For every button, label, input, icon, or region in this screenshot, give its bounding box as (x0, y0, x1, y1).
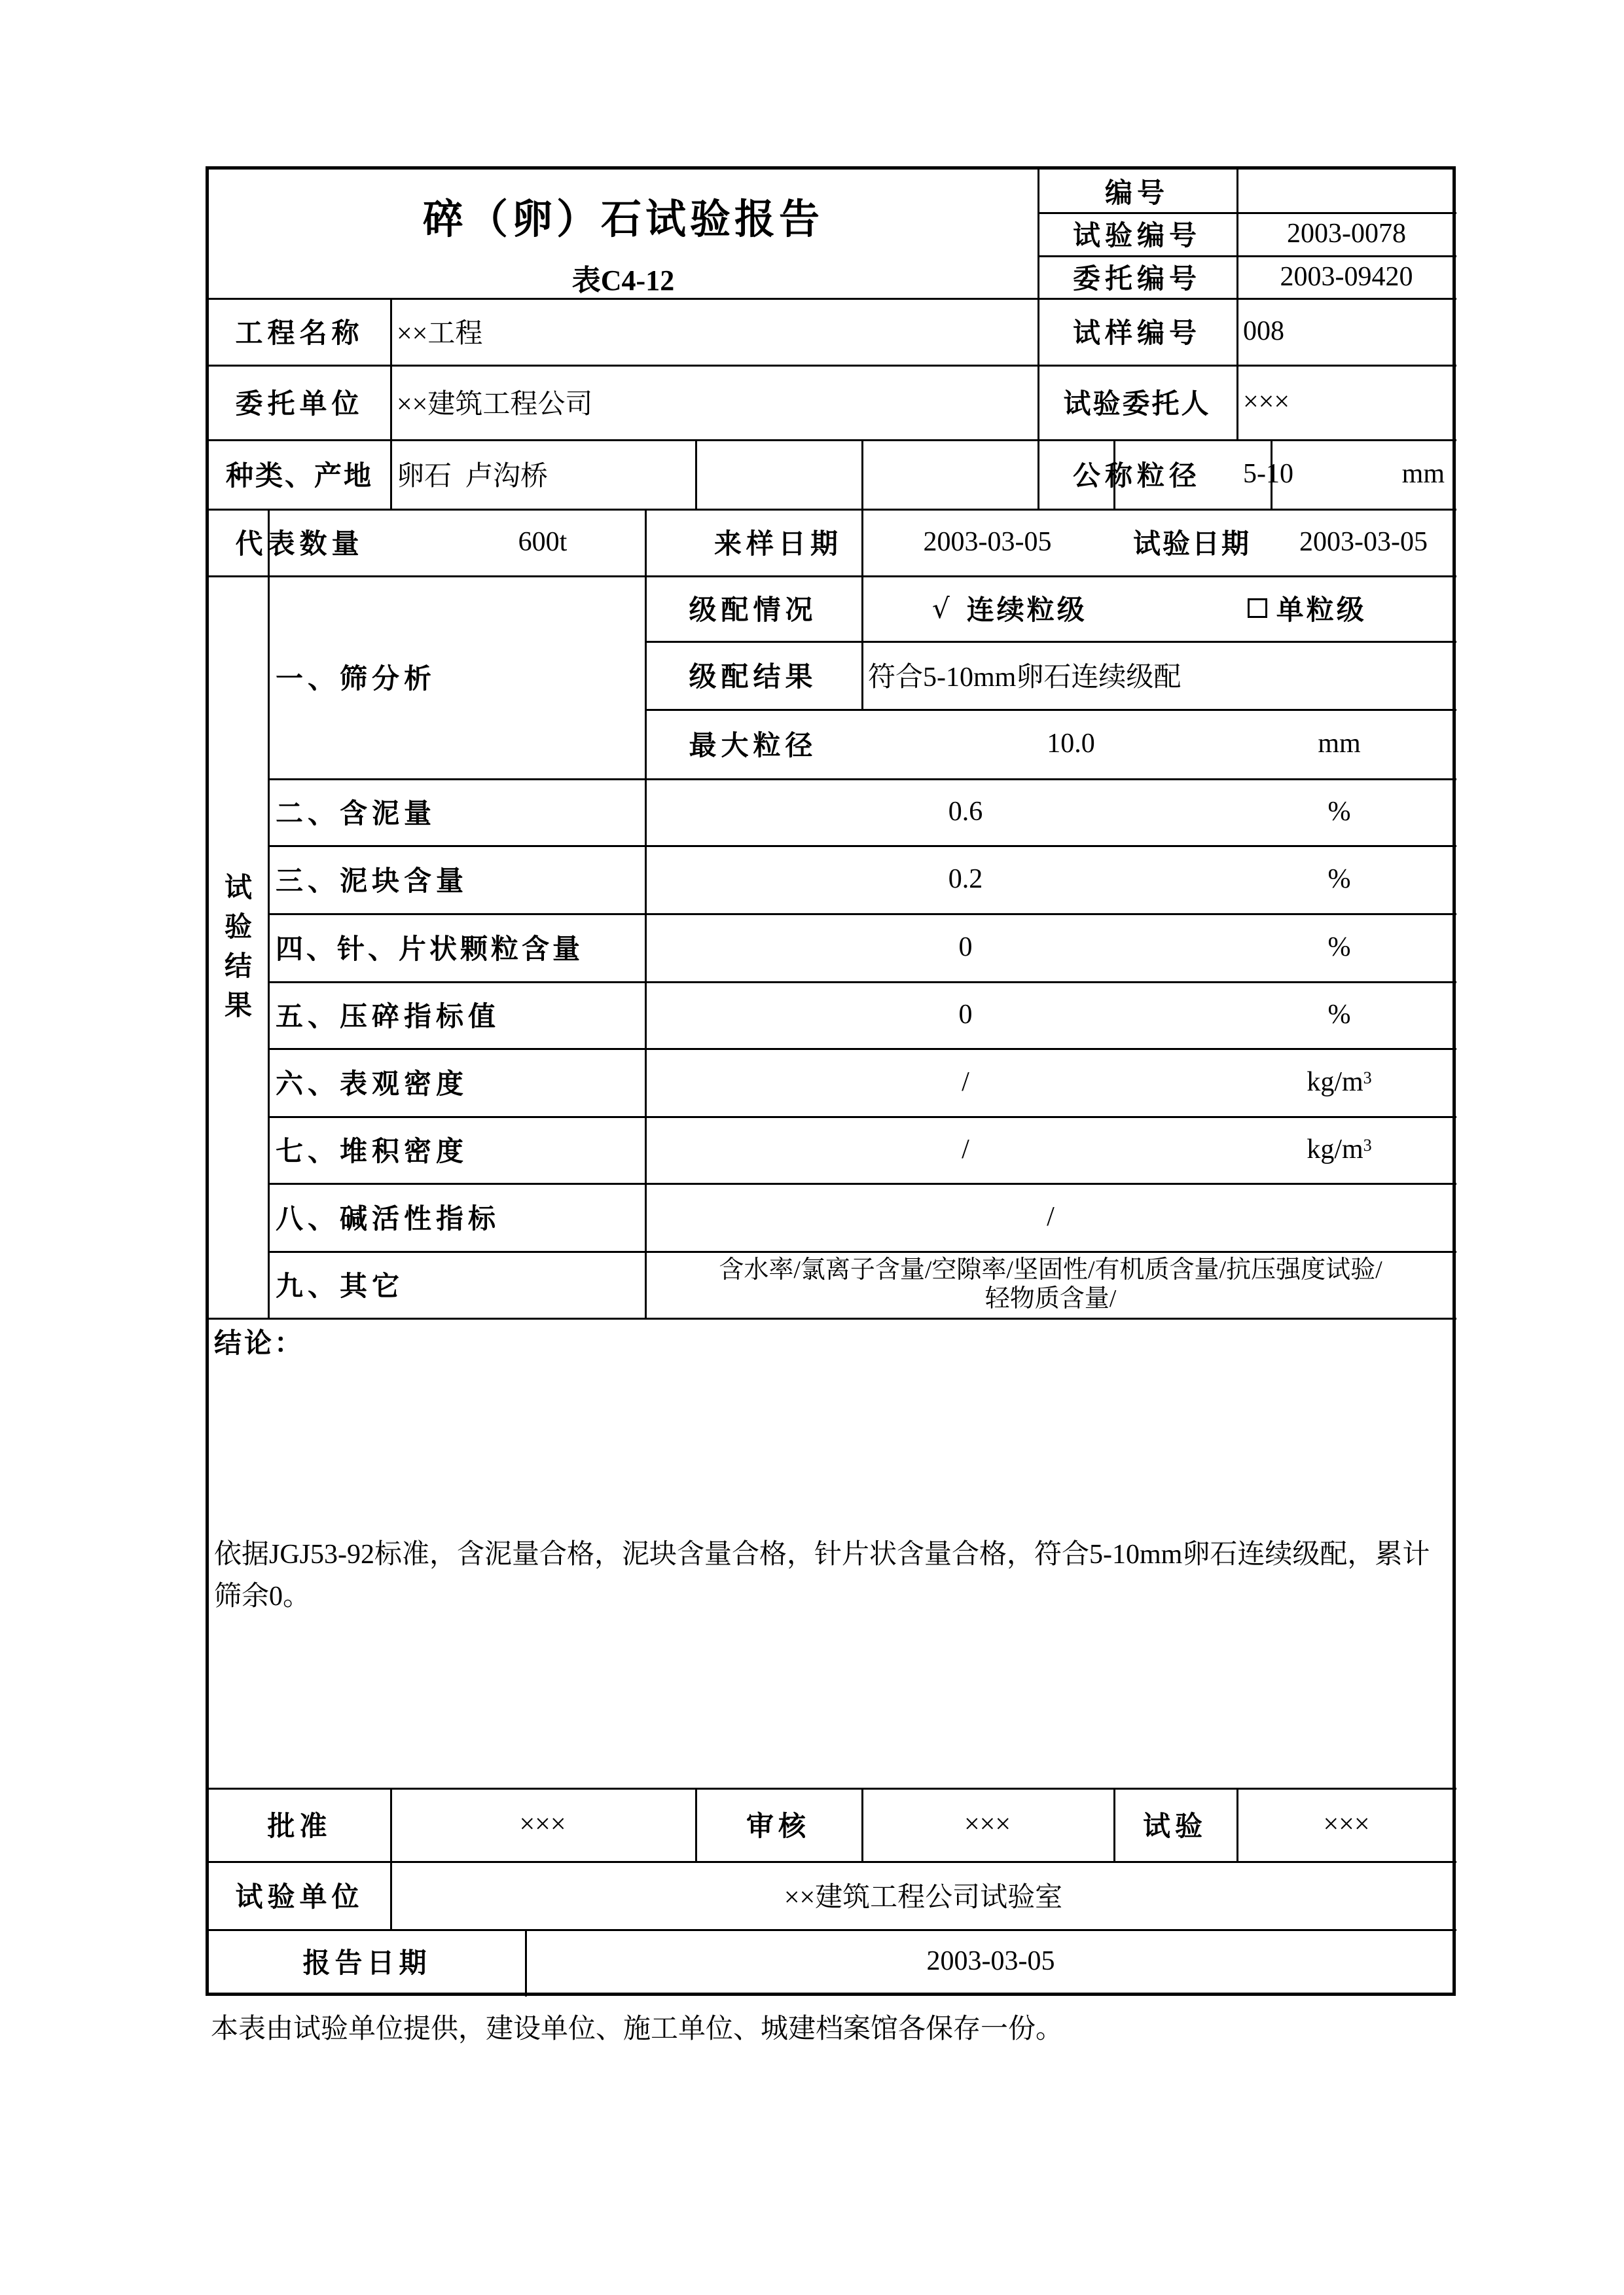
crushing-index-label: 五、压碎指标值 (276, 1000, 501, 1032)
test-date-value: 2003-03-05 (1299, 527, 1428, 557)
entrust-no-label: 委托编号 (1072, 262, 1201, 295)
tester-label: 试验 (1142, 1810, 1207, 1842)
conclusion-text: 依据JGJ53-92标准，含泥量合格，泥块含量合格，针片状含量合格，符合5-10mm卵石连续级配，累计筛余0。 (214, 1540, 1430, 1612)
continuous-grading-option: 连续粒级 (966, 594, 1087, 626)
other-value-line1: 含水率/氯离子含量/空隙率/坚固性/有机质含量/抗压强度试验/ (719, 1256, 1382, 1284)
footer-note: 本表由试验单位提供，建设单位、施工单位、城建档案馆各保存一份。 (211, 2014, 1064, 2044)
test-no-label: 试验编号 (1072, 219, 1201, 251)
flaky-particle-value: 0 (958, 932, 973, 962)
test-unit-label: 试验单位 (235, 1881, 364, 1913)
bulk-density-label: 七、堆积密度 (276, 1135, 469, 1167)
approve-label: 批准 (267, 1810, 332, 1842)
crushing-index-unit: % (1327, 1000, 1351, 1030)
bulk-density-value: / (962, 1134, 969, 1165)
quantity-value: 600t (518, 527, 568, 557)
results-side-label-text: 试验结果 (224, 871, 252, 1021)
apparent-density-unit-sup: 3 (1363, 1068, 1372, 1087)
conclusion-label: 结论： (214, 1327, 305, 1359)
sieve-label: 一、筛分析 (276, 662, 437, 695)
entrust-person-label: 试验委托人 (1063, 388, 1211, 420)
bianhao-value (1236, 170, 1456, 212)
results-side-label (209, 575, 268, 1318)
type-origin-value: 卵石 卢沟桥 (397, 461, 549, 492)
mud-content-unit: % (1327, 797, 1351, 827)
clay-lump-value: 0.2 (948, 864, 983, 894)
flaky-particle-label: 四、针、片状颗粒含量 (276, 933, 584, 965)
quantity-label: 代表数量 (235, 528, 364, 560)
form-number: 表C4-12 (571, 264, 675, 297)
test-unit-value: ××建筑工程公司试验室 (784, 1883, 1063, 1913)
apparent-density-label: 六、表观密度 (276, 1068, 469, 1100)
single-grading-option: 单粒级 (1276, 594, 1367, 626)
entrust-no-value: 2003-09420 (1280, 261, 1413, 292)
apparent-density-unit (1280, 1048, 1398, 1116)
bulk-density-unit (1280, 1116, 1398, 1183)
sample-date-label: 来样日期 (713, 528, 842, 560)
mud-content-label: 二、含泥量 (276, 797, 437, 829)
review-value: ××× (964, 1809, 1011, 1839)
nominal-size-label: 公称粒径 (1072, 460, 1201, 492)
other-value-line2: 轻物质含量/ (984, 1285, 1117, 1312)
apparent-density-unit-text: kg/m (1307, 1067, 1363, 1097)
other-label: 九、其它 (276, 1270, 405, 1302)
max-size-label: 最大粒径 (689, 729, 818, 761)
approve-value: ××× (519, 1809, 566, 1839)
grading-options (861, 575, 1456, 641)
other-value (645, 1251, 1456, 1318)
entrust-person-value: ××× (1243, 387, 1290, 417)
sample-no-value: 008 (1243, 316, 1284, 346)
max-size-value: 10.0 (1047, 729, 1095, 759)
grading-result-label: 级配结果 (689, 660, 818, 693)
mud-content-value: 0.6 (948, 797, 983, 827)
clay-lump-label: 三、泥块含量 (276, 865, 469, 897)
report-date-value: 2003-03-05 (926, 1946, 1055, 1976)
bulk-density-unit-sup: 3 (1363, 1136, 1372, 1155)
report-date-label: 报告日期 (302, 1947, 431, 1979)
bulk-density-unit-text: kg/m (1307, 1134, 1363, 1165)
grading-result-value: 符合5-10mm卵石连续级配 (868, 662, 1182, 693)
type-origin-label: 种类、产地 (225, 460, 373, 492)
review-label: 审核 (746, 1810, 810, 1842)
flaky-particle-unit: % (1327, 932, 1351, 962)
alkali-activity-value: / (1047, 1202, 1055, 1232)
alkali-activity-label: 八、碱活性指标 (276, 1202, 501, 1235)
crushing-index-value: 0 (958, 1000, 973, 1030)
max-size-unit: mm (1318, 729, 1361, 759)
single-grading-checkbox-icon (1248, 598, 1267, 618)
nominal-size-value: 5-10 (1243, 459, 1293, 489)
project-value: ××工程 (397, 319, 483, 349)
sample-no-label: 试样编号 (1072, 317, 1201, 349)
project-label: 工程名称 (235, 317, 364, 349)
test-date-label: 试验日期 (1132, 528, 1251, 560)
client-value: ××建筑工程公司 (397, 389, 593, 420)
report-title: 碎（卵）石试验报告 (422, 194, 823, 243)
report-form (206, 166, 1456, 1996)
grading-label: 级配情况 (689, 594, 818, 626)
tester-value: ××× (1323, 1809, 1370, 1839)
nominal-size-unit: mm (1401, 459, 1445, 489)
check-mark-icon: √ (932, 592, 952, 624)
client-label: 委托单位 (235, 388, 364, 420)
bianhao-label: 编号 (1104, 176, 1169, 209)
clay-lump-unit: % (1327, 864, 1351, 894)
test-no-value: 2003-0078 (1287, 219, 1406, 249)
apparent-density-value: / (962, 1067, 969, 1097)
sample-date-value: 2003-03-05 (923, 527, 1052, 557)
